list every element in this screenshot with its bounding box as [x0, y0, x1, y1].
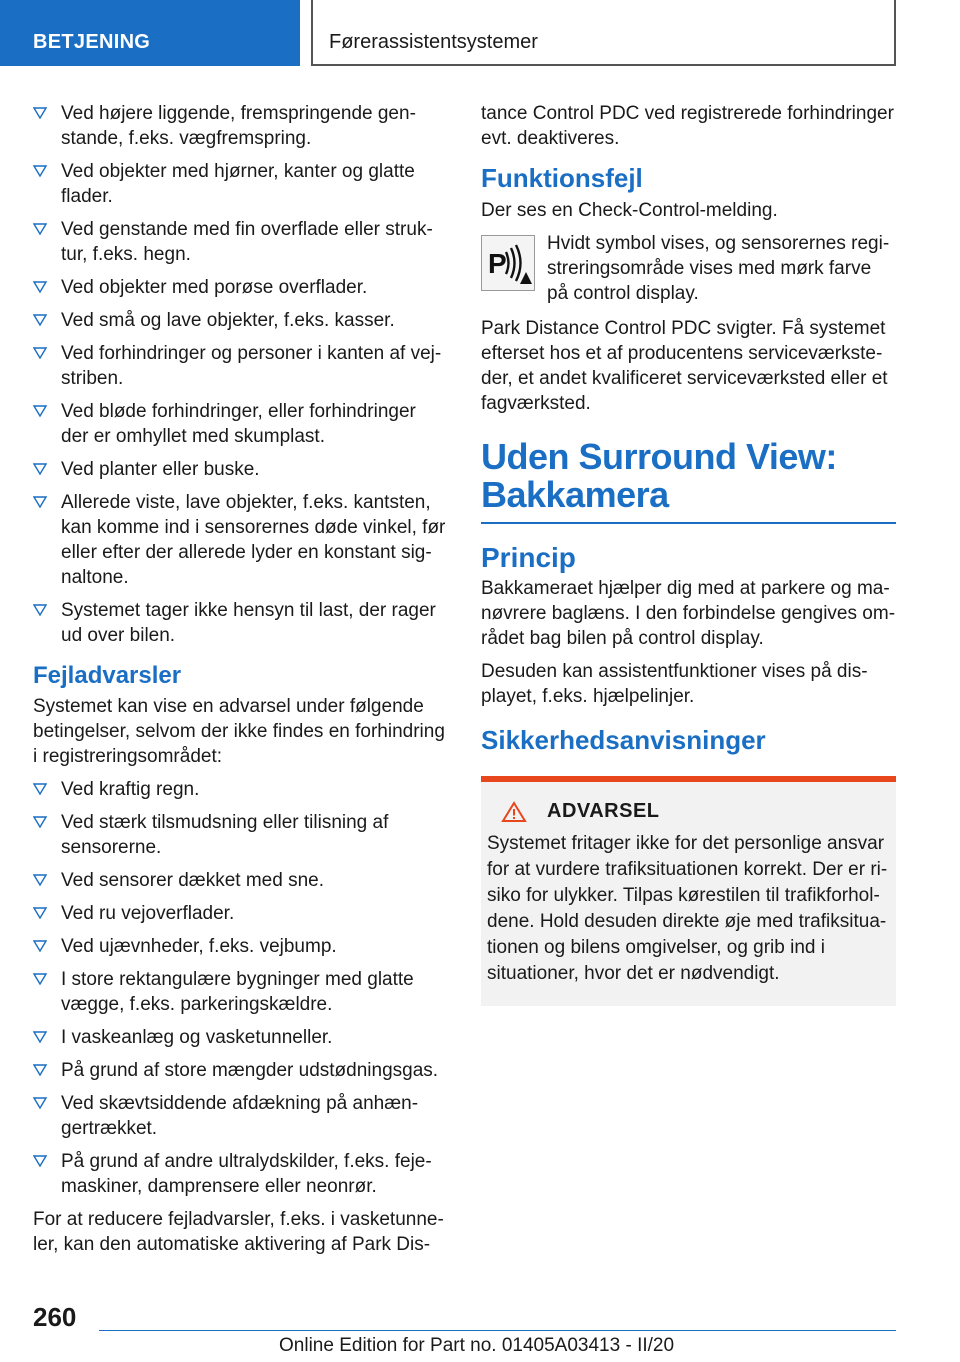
- heading-bakkamera-line1: Uden Surround View:: [481, 436, 837, 477]
- false-warnings-list: [33, 777, 448, 1199]
- list-item: Ved kraftig regn.: [33, 777, 448, 802]
- list-item: I store rektangulære bygninger med glatte vægge, f.eks. parkeringskældre.: [33, 967, 448, 1017]
- header-chapter-label: Førerassistentsystemer: [329, 31, 538, 53]
- heading-funktionsfejl: Funktionsfejl: [481, 163, 643, 193]
- heading-bakkamera: [481, 438, 896, 524]
- warning-title: ADVARSEL: [547, 800, 660, 822]
- list-item: Ved bløde forhindringer, eller forhindringer der er omhyllet med skumplast.: [33, 399, 448, 449]
- bullet-triangle-icon: [33, 462, 47, 476]
- bullet-triangle-icon: [33, 906, 47, 920]
- bullet-triangle-icon: [33, 313, 47, 327]
- bullet-triangle-icon: [33, 1096, 47, 1110]
- symbol-row: [481, 231, 896, 306]
- footer-divider: [99, 1330, 896, 1331]
- limitations-list: [33, 101, 448, 648]
- list-item: Systemet tager ikke hensyn til last, der rager ud over bilen.: [33, 598, 448, 648]
- list-item: Ved ujævnheder, f.eks. vejbump.: [33, 934, 448, 959]
- list-item: Ved planter eller buske.: [33, 457, 448, 482]
- header-chapter-tab: [311, 0, 896, 66]
- list-item: På grund af store mængder udstødningsgas.: [33, 1058, 448, 1083]
- list-item: På grund af andre ultralydskilder, f.eks. fejemaskiner, damprensere eller neonrør.: [33, 1149, 448, 1199]
- closing-paragraph: For at reducere fejladvarsler, f.eks. i vasketunneler, kan den automatiske aktivering af Park Dis-: [33, 1209, 444, 1255]
- list-item: I vaskeanlæg og vasketunneller.: [33, 1025, 448, 1050]
- list-item: Ved objekter med hjørner, kanter og glatte flader.: [33, 159, 448, 209]
- bullet-triangle-icon: [33, 873, 47, 887]
- heading-fejladvarsler: Fejladvarsler: [33, 662, 182, 689]
- continuation-paragraph: tance Control PDC ved registrerede forhindringer evt. deaktiveres.: [481, 103, 894, 149]
- list-item: Ved forhindringer og personer i kanten af vejstriben.: [33, 341, 448, 391]
- princip-paragraph-1: Bakkameraet hjælper dig med at parkere og manøvrere baglæns. I den forbindelse gengives området bag bilen på control display.: [481, 578, 896, 649]
- princip-paragraph-2: Desuden kan assistentfunktioner vises på displayet, f.eks. hjælpelinjer.: [481, 661, 868, 707]
- list-item: Ved højere liggende, fremspringende genstande, f.eks. vægfremspring.: [33, 101, 448, 151]
- warning-text: Systemet fritager ikke for det personlige ansvar for at vurdere trafiksituationen korrekt. Der er risiko for ulykker. Tilpas kørestilen til trafikforholdene. Hold desuden direkte øje med trafiksituationen og bilens omgivelser, og grib ind i situationer, hvor det er nødvendigt.: [487, 833, 888, 984]
- warning-header: [501, 800, 888, 823]
- list-item: Ved genstande med fin overflade eller struktur, f.eks. hegn.: [33, 217, 448, 267]
- funktionsfejl-text: Der ses en Check-Control-melding.: [481, 200, 778, 221]
- bullet-triangle-icon: [33, 1154, 47, 1168]
- page-number: 260: [33, 1302, 77, 1332]
- funktionsfejl-text-2: Park Distance Control PDC svigter. Få systemet efterset hos et af producentens serviceværksteder, et andet kvalificeret serviceværksted eller et fagværksted.: [481, 318, 888, 414]
- bullet-triangle-icon: [33, 404, 47, 418]
- fejl-intro-paragraph: Systemet kan vise en advarsel under følgende betingelser, selvom der ikke findes en forhindring i registreringsområdet:: [33, 696, 445, 767]
- bullet-triangle-icon: [33, 280, 47, 294]
- warning-box: [481, 776, 896, 1006]
- bullet-triangle-icon: [33, 603, 47, 617]
- list-item: Ved små og lave objekter, f.eks. kasser.: [33, 308, 448, 333]
- left-column: [33, 101, 448, 1265]
- bullet-triangle-icon: [33, 1063, 47, 1077]
- bullet-triangle-icon: [33, 346, 47, 360]
- heading-sikkerhedsanvisninger: Sikkerhedsanvisninger: [481, 725, 766, 755]
- list-item: Ved skævtsiddende afdækning på anhængertrækket.: [33, 1091, 448, 1141]
- heading-princip: Princip: [481, 542, 576, 573]
- park-distance-control-icon: [481, 235, 535, 291]
- list-item: Ved ru vejoverflader.: [33, 901, 448, 926]
- header-section-label: BETJENING: [33, 31, 151, 53]
- list-item: Allerede viste, lave objekter, f.eks. kantsten, kan komme ind i sensorernes døde vinkel, før eller efter der allerede lyder en konstant signaltone.: [33, 490, 448, 590]
- bullet-triangle-icon: [33, 782, 47, 796]
- heading-bakkamera-line2: Bakkamera: [481, 474, 669, 515]
- warning-triangle-icon: [501, 801, 527, 823]
- symbol-description: Hvidt symbol vises, og sensorernes registreringsområde vises med mørk farve på control display.: [547, 233, 890, 304]
- svg-text:P: P: [488, 248, 507, 279]
- bullet-triangle-icon: [33, 495, 47, 509]
- bullet-triangle-icon: [33, 1030, 47, 1044]
- bullet-triangle-icon: [33, 939, 47, 953]
- bullet-triangle-icon: [33, 106, 47, 120]
- list-item: Ved stærk tilsmudsning eller tilisning af sensorerne.: [33, 810, 448, 860]
- bullet-triangle-icon: [33, 972, 47, 986]
- footer-edition: Online Edition for Part no. 01405A03413 - II/20: [279, 1335, 675, 1356]
- right-column: [481, 101, 896, 1006]
- list-item: Ved objekter med porøse overflader.: [33, 275, 448, 300]
- bullet-triangle-icon: [33, 222, 47, 236]
- bullet-triangle-icon: [33, 164, 47, 178]
- bullet-triangle-icon: [33, 815, 47, 829]
- header-section-tab: [0, 0, 300, 66]
- list-item: Ved sensorer dækket med sne.: [33, 868, 448, 893]
